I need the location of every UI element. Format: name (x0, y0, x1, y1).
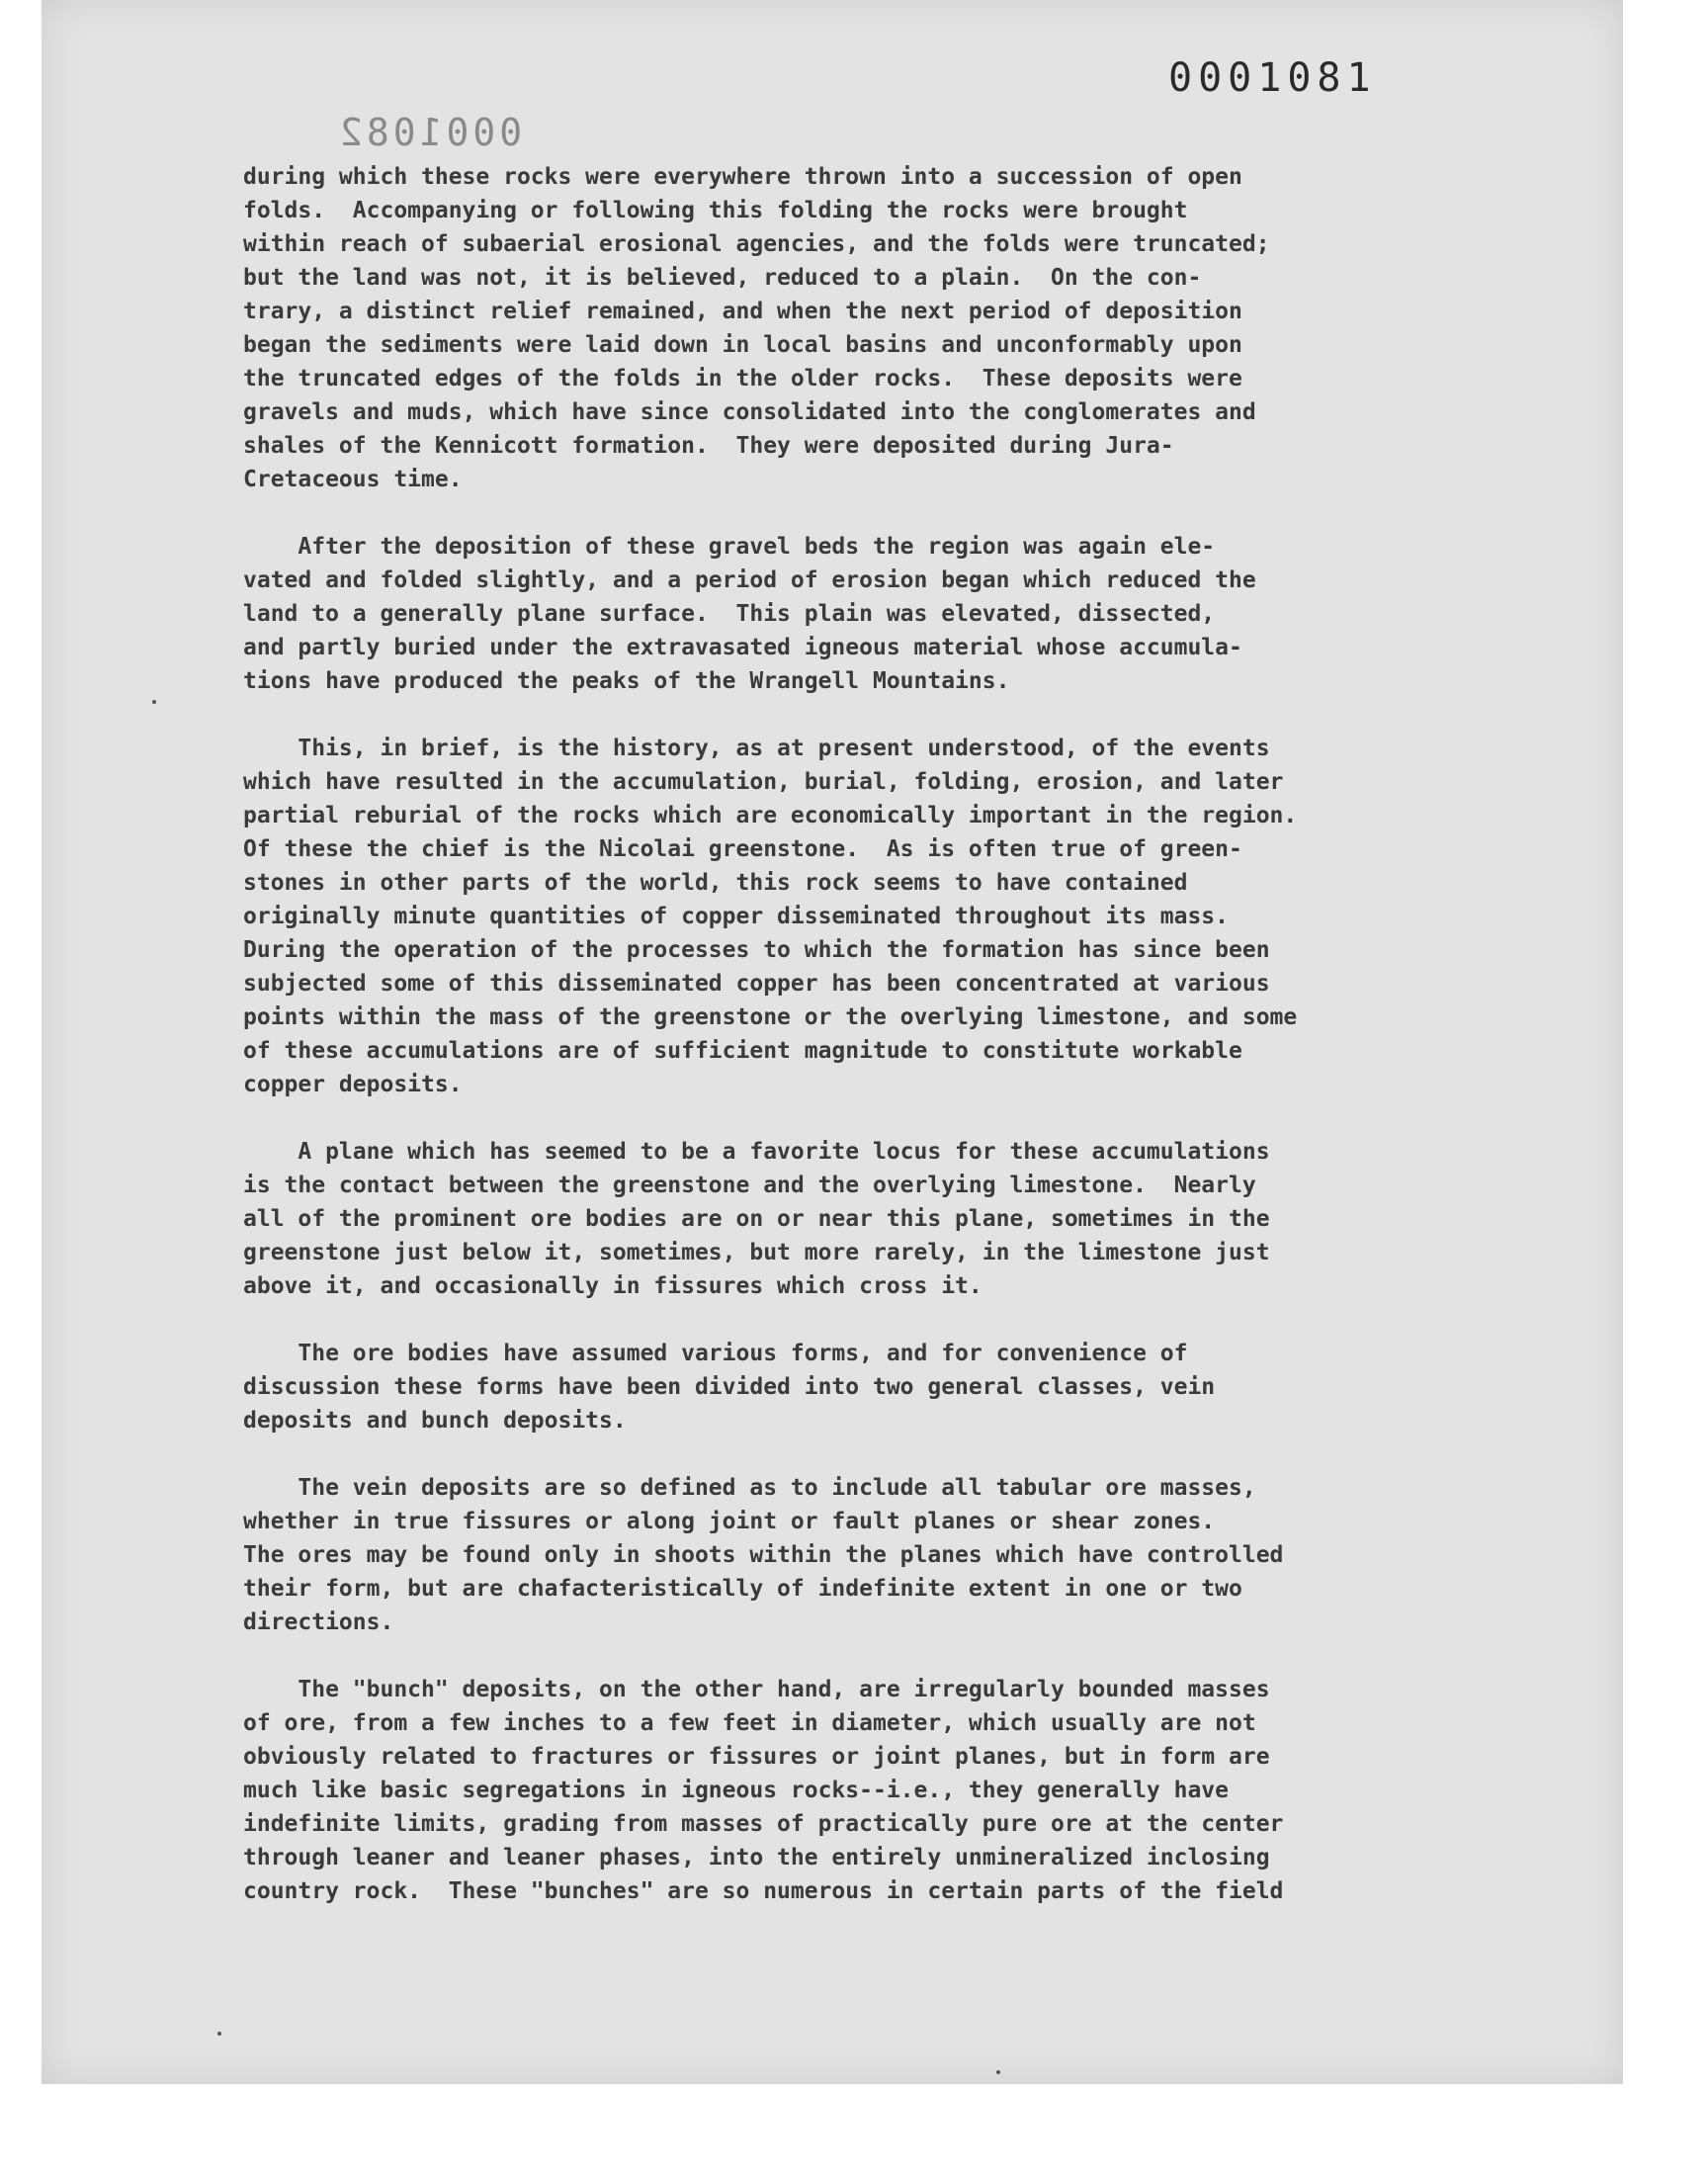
text-line: copper deposits. (243, 1072, 463, 1097)
text-line: and partly buried under the extravasated igneous material whose accumula- (243, 635, 1242, 660)
text-line: of ore, from a few inches to a few feet in diameter, which usually are not (243, 1710, 1256, 1736)
paragraph (243, 1673, 1528, 1908)
paragraph (243, 160, 1528, 496)
text-line: through leaner and leaner phases, into the entirely unmineralized inclosing (243, 1845, 1270, 1870)
text-line: trary, a distinct relief remained, and when the next period of deposition (243, 299, 1242, 324)
paragraph (243, 530, 1528, 698)
text-line: much like basic segregations in igneous rocks--i.e., they generally have (243, 1778, 1229, 1803)
document-page (42, 0, 1623, 2084)
text-line: but the land was not, it is believed, reduced to a plain. On the con- (243, 265, 1202, 291)
text-line: partial reburial of the rocks which are economically important in the region. (243, 803, 1298, 828)
text-line: gravels and muds, which have since consolidated into the conglomerates and (243, 399, 1256, 425)
page-number: 0001081 (1168, 55, 1377, 101)
text-line: Cretaceous time. (243, 467, 463, 492)
text-line: deposits and bunch deposits. (243, 1408, 627, 1434)
text-line: The ores may be found only in shoots within the planes which have controlled (243, 1542, 1284, 1568)
text-line: which have resulted in the accumulation, burial, folding, erosion, and later (243, 769, 1284, 795)
text-line: This, in brief, is the history, as at present understood, of the events (243, 736, 1270, 761)
speck-mark (217, 2032, 221, 2036)
text-line: The ore bodies have assumed various forms, and for convenience of (243, 1341, 1188, 1366)
text-line: After the deposition of these gravel beds the region was again ele- (243, 534, 1216, 560)
body-text (243, 160, 1528, 1942)
text-line: The vein deposits are so defined as to include all tabular ore masses, (243, 1475, 1256, 1501)
text-line: directions. (243, 1610, 394, 1635)
text-line: greenstone just below it, sometimes, but more rarely, in the limestone just (243, 1240, 1270, 1265)
text-line: is the contact between the greenstone and the overlying limestone. Nearly (243, 1173, 1256, 1198)
text-line: originally minute quantities of copper disseminated throughout its mass. (243, 904, 1229, 929)
text-line: all of the prominent ore bodies are on or near this plane, sometimes in the (243, 1206, 1270, 1232)
paragraph (243, 732, 1528, 1101)
text-line: during which these rocks were everywhere thrown into a succession of open (243, 164, 1242, 190)
mirrored-page-number: 0001082 (336, 111, 523, 154)
text-line: stones in other parts of the world, this rock seems to have contained (243, 870, 1188, 896)
text-line: folds. Accompanying or following this folding the rocks were brought (243, 198, 1188, 223)
text-line: began the sediments were laid down in local basins and unconformably upon (243, 332, 1242, 358)
text-line: Of these the chief is the Nicolai greenstone. As is often true of green- (243, 836, 1242, 862)
text-line: country rock. These "bunches" are so numerous in certain parts of the field (243, 1878, 1284, 1904)
paragraph (243, 1135, 1528, 1303)
text-line: tions have produced the peaks of the Wrangell Mountains. (243, 668, 1010, 694)
paragraph (243, 1471, 1528, 1639)
text-line: During the operation of the processes to which the formation has since been (243, 937, 1270, 963)
speck-mark (996, 2070, 1000, 2074)
text-line: whether in true fissures or along joint or fault planes or shear zones. (243, 1509, 1216, 1534)
text-line: points within the mass of the greenstone or the overlying limestone, and some (243, 1004, 1298, 1030)
speck-mark (152, 700, 156, 704)
text-line: indefinite limits, grading from masses of practically pure ore at the center (243, 1811, 1284, 1837)
text-line: vated and folded slightly, and a period of erosion began which reduced the (243, 567, 1256, 593)
text-line: obviously related to fractures or fissures or joint planes, but in form are (243, 1744, 1270, 1770)
text-line: discussion these forms have been divided into two general classes, vein (243, 1374, 1216, 1400)
text-line: The "bunch" deposits, on the other hand, are irregularly bounded masses (243, 1677, 1270, 1702)
text-line: above it, and occasionally in fissures which cross it. (243, 1273, 982, 1299)
text-line: A plane which has seemed to be a favorite locus for these accumulations (243, 1139, 1270, 1165)
text-line: land to a generally plane surface. This plain was elevated, dissected, (243, 601, 1216, 627)
text-line: of these accumulations are of sufficient magnitude to constitute workable (243, 1038, 1242, 1064)
text-line: shales of the Kennicott formation. They were deposited during Jura- (243, 433, 1174, 459)
paragraph (243, 1337, 1528, 1437)
text-line: subjected some of this disseminated copper has been concentrated at various (243, 971, 1270, 997)
text-line: the truncated edges of the folds in the older rocks. These deposits were (243, 366, 1242, 392)
text-line: their form, but are chafacteristically of indefinite extent in one or two (243, 1576, 1242, 1602)
text-line: within reach of subaerial erosional agencies, and the folds were truncated; (243, 231, 1270, 257)
